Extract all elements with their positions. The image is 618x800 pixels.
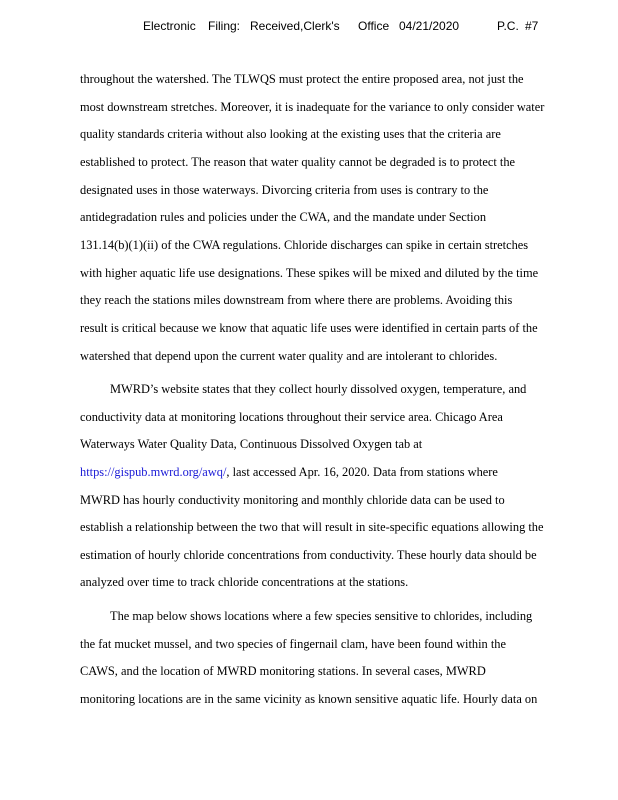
text-line: antidegradation rules and policies under the CWA, and the mandate under Section	[80, 210, 487, 224]
header-received: Received,Clerk's	[250, 19, 340, 33]
text-line: with higher aquatic life use designations. These spikes will be mixed and diluted by the time	[80, 266, 539, 280]
mwrd-data-link[interactable]: https://gispub.mwrd.org/awq/	[80, 465, 227, 479]
header-pc: P.C.	[497, 19, 519, 33]
text-line: designated uses in those waterways. Divorcing criteria from uses is contrary to the	[80, 183, 489, 197]
text-line: conductivity data at monitoring locations throughout their service area. Chicago Area	[80, 410, 503, 424]
text-line: The map below shows locations where a few species sensitive to chlorides, including	[110, 609, 533, 623]
header-filing: Filing:	[208, 19, 241, 33]
header-date: 04/21/2020	[399, 19, 460, 33]
text-line: quality standards criteria without also looking at the existing uses that the criteria are	[80, 127, 501, 141]
link-trailing-text: , last accessed Apr. 16, 2020. Data from stations where	[226, 465, 498, 479]
text-line: 131.14(b)(1)(ii) of the CWA regulations. Chloride discharges can spike in certain stretches	[80, 238, 529, 252]
text-line: CAWS, and the location of MWRD monitoring stations. In several cases, MWRD	[80, 664, 486, 678]
text-line: estimation of hourly chloride concentrations from conductivity. These hourly data should be	[80, 548, 537, 562]
text-line: Waterways Water Quality Data, Continuous Dissolved Oxygen tab at	[80, 437, 423, 451]
text-line: establish a relationship between the two that will result in site-specific equations allowing the	[80, 520, 544, 534]
text-line: MWRD’s website states that they collect hourly dissolved oxygen, temperature, and	[110, 382, 527, 396]
text-line: watershed that depend upon the current water quality and are intolerant to chlorides.	[80, 349, 498, 363]
text-line: established to protect. The reason that water quality cannot be degraded is to protect the	[80, 155, 516, 169]
header-pc-number: #7	[525, 19, 539, 33]
text-line: monitoring locations are in the same vicinity as known sensitive aquatic life. Hourly data on	[80, 692, 538, 706]
text-line: MWRD has hourly conductivity monitoring and monthly chloride data can be used to	[80, 493, 505, 507]
text-line: throughout the watershed. The TLWQS must protect the entire proposed area, not just the	[80, 72, 524, 86]
text-line: most downstream stretches. Moreover, it is inadequate for the variance to only consider water	[80, 100, 545, 114]
header-electronic: Electronic	[143, 19, 196, 33]
text-line: they reach the stations miles downstream from where there are problems. Avoiding this	[80, 293, 513, 307]
text-line	[80, 459, 498, 486]
header-office: Office	[358, 19, 390, 33]
text-line: analyzed over time to track chloride concentrations at the stations.	[80, 575, 409, 589]
text-line: result is critical because we know that aquatic life uses were identified in certain parts of the	[80, 321, 538, 335]
filing-header	[0, 19, 618, 39]
text-line: the fat mucket mussel, and two species of fingernail clam, have been found within the	[80, 637, 506, 651]
